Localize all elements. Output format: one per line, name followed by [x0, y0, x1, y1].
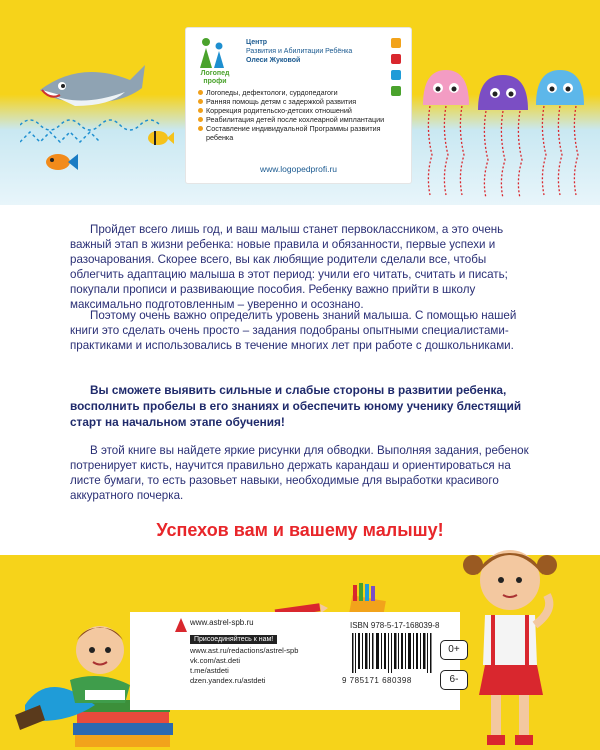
service-item: Реабилитация детей после кохлеарной имплантации — [198, 115, 398, 124]
intro-paragraph: Пройдет всего лишь год, и ваш малыш станет первоклассником, а это очень важный этап в жизни ребенка: новые правила и обязанности, первые успехи и разочарования. Скорее всего, вы как любящие родители сделали все, чтобы облегчить адаптацию малыша в этот период: учили его читать, считать и писать; покупали прописи и развивающие пособия. Ребенку важно прийти в школу максимально подготовленным – уверенно и осознано. — [70, 223, 508, 311]
social-link[interactable]: www.ast.ru/redactions/astrel-spb — [190, 646, 299, 655]
highlight-paragraph: Вы сможете выявить сильные и слабые стороны в развитии ребенка, восполнить пробелы в его знаниях и обеспечить юному ученику блестящий старт на начальном этапе обучения! — [70, 383, 522, 429]
logo-text: Логопед профи — [200, 70, 230, 85]
center-header-line2: Развития и Абилитации Ребёнка — [246, 48, 353, 55]
age-rating-badge-secondary: 6- — [440, 670, 468, 690]
social-link[interactable]: dzen.yandex.ru/astdeti — [190, 676, 266, 685]
logo-icon — [196, 36, 228, 70]
publisher-website-link[interactable]: www.astrel-spb.ru — [190, 618, 254, 627]
service-item: Составление индивидуальной Программы развития ребенка — [198, 124, 398, 142]
social-link[interactable]: t.me/astdeti — [190, 666, 229, 675]
center-header-line1: Центр — [246, 39, 268, 46]
center-website-link[interactable]: www.logopedprofi.ru — [259, 164, 337, 174]
second-paragraph: Поэтому очень важно определить уровень знаний малыша. С помощью нашей книги это сделать очень просто – задания подобраны опытными специалистами-практиками и использовались в течение многих лет при работе с дошкольниками. — [70, 309, 517, 352]
heart-icon — [391, 54, 401, 64]
girl-illustration — [455, 535, 570, 750]
publisher-info — [190, 618, 340, 686]
services-list — [198, 88, 398, 142]
service-item: Логопеды, дефектологи, сурдопедагоги — [198, 88, 398, 97]
join-us-label: Присоединяйтесь к нам! — [190, 635, 277, 644]
barcode-icon — [352, 633, 432, 673]
heart-icon — [391, 70, 401, 80]
age-rating-badge: 0+ — [440, 640, 468, 660]
service-item: Ранняя помощь детям с задержкой развития — [198, 97, 398, 106]
striped-fish-icon — [145, 128, 175, 148]
center-header — [246, 38, 386, 65]
isbn-label: ISBN 978-5-17-168039-8 — [350, 621, 440, 630]
center-info-card — [186, 28, 411, 183]
center-header-line3: Олеси Жуковой — [246, 57, 301, 64]
heart-icon — [391, 38, 401, 48]
social-link[interactable]: vk.com/ast.deti — [190, 656, 241, 665]
barcode-number: 9 785171 680398 — [342, 676, 412, 685]
publisher-logo-icon — [175, 618, 187, 632]
slogan: Успехов вам и вашему малышу! — [156, 520, 444, 540]
jellyfish-illustration — [418, 60, 593, 200]
third-paragraph: В этой книге вы найдете яркие рисунки для обводки. Выполняя задания, ребенок потренирует кисть, научится правильно держать карандаш и ориентироваться на листе бумаги, то есть разовьет навыки, необходимые для выработки красивого аккуратного почерка. — [70, 444, 529, 502]
fish-icon — [40, 150, 80, 175]
service-item: Коррекция родительско-детских отношений — [198, 106, 398, 115]
